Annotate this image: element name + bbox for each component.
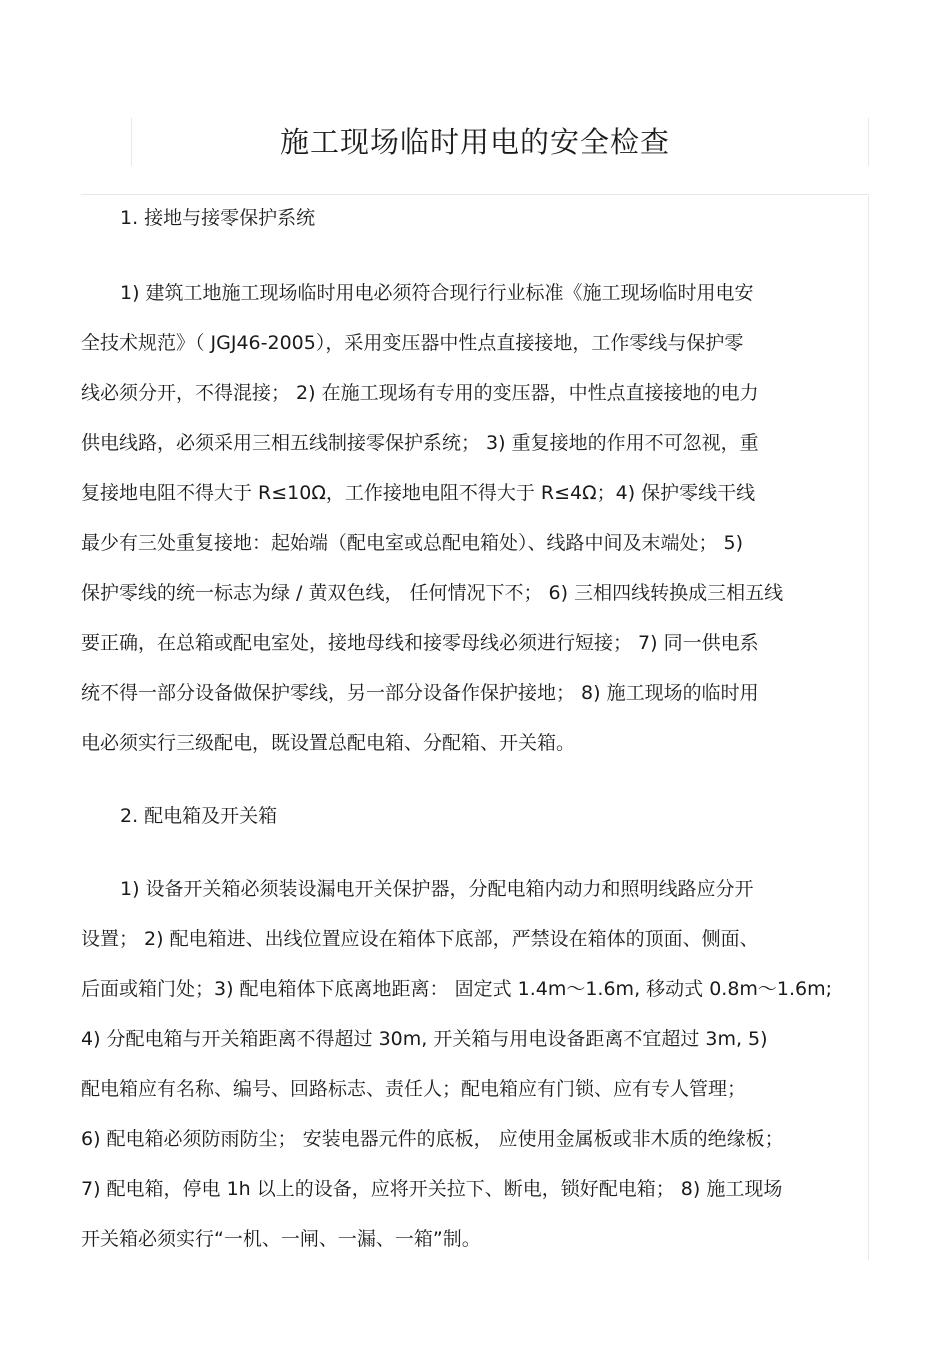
text-line: 6) 配电箱必须防雨防尘； 安装电器元件的底板， 应使用金属板或非木质的绝缘板； bbox=[81, 1128, 784, 1150]
text-line: 开关箱必须实行“一机、一闸、一漏、一箱”制。 bbox=[81, 1228, 481, 1250]
section-heading-1: 1. 接地与接零保护系统 bbox=[120, 207, 316, 229]
page-title: 施工现场临时用电的安全检查 bbox=[279, 125, 670, 159]
text-line: 供电线路，必须采用三相五线制接零保护系统； 3) 重复接地的作用不可忽视，重 bbox=[81, 432, 759, 454]
text-line: 7) 配电箱，停电 1h 以上的设备，应将开关拉下、断电，锁好配电箱； 8) 施工现场 bbox=[81, 1178, 783, 1200]
text-line: 要正确，在总箱或配电室处，接地母线和接零母线必须进行短接； 7) 同一供电系 bbox=[81, 632, 759, 654]
text-line: 4) 分配电箱与开关箱距离不得超过 30m, 开关箱与用电设备距离不宜超过 3m, 5) bbox=[81, 1028, 768, 1050]
text-line: 复接地电阻不得大于 R≤10Ω，工作接地电阻不得大于 R≤4Ω；4) 保护零线干线 bbox=[81, 482, 756, 504]
text-line: 配电箱应有名称、编号、回路标志、责任人；配电箱应有门锁、应有专人管理； bbox=[81, 1078, 747, 1100]
text-line: 统不得一部分设备做保护零线，另一部分设备作保护接地； 8) 施工现场的临时用 bbox=[81, 682, 759, 704]
text-line: 保护零线的统一标志为绿 / 黄双色线， 任何情况下不； 6) 三相四线转换成三相五线 bbox=[81, 582, 784, 604]
text-line: 1) 建筑工地施工现场临时用电必须符合现行行业标准《施工现场临时用电安 bbox=[120, 282, 754, 304]
text-line: 电必须实行三级配电，既设置总配电箱、分配箱、开关箱。 bbox=[81, 732, 576, 754]
text-line: 1) 设备开关箱必须装设漏电开关保护器，分配电箱内动力和照明线路应分开 bbox=[120, 878, 754, 900]
section-body-2 bbox=[81, 864, 865, 1264]
border-right bbox=[868, 196, 869, 1260]
section-heading-2: 2. 配电箱及开关箱 bbox=[120, 805, 278, 827]
text-line: 后面或箱门处；3) 配电箱体下底离地距离： 固定式 1.4m～1.6m, 移动式 0.8m～1.6m; bbox=[81, 978, 833, 1000]
text-line: 最少有三处重复接地：起始端（配电室或总配电箱处）、线路中间及末端处； 5) bbox=[81, 532, 744, 554]
border-divider bbox=[81, 194, 869, 195]
section-body-1 bbox=[81, 268, 865, 768]
text-line: 全技术规范》（ JGJ46-2005），采用变压器中性点直接接地，工作零线与保护零 bbox=[81, 332, 744, 354]
text-line: 设置； 2) 配电箱进、出线位置应设在箱体下底部，严禁设在箱体的顶面、侧面、 bbox=[81, 928, 759, 950]
text-line: 线必须分开，不得混接； 2) 在施工现场有专用的变压器，中性点直接接地的电力 bbox=[81, 382, 759, 404]
